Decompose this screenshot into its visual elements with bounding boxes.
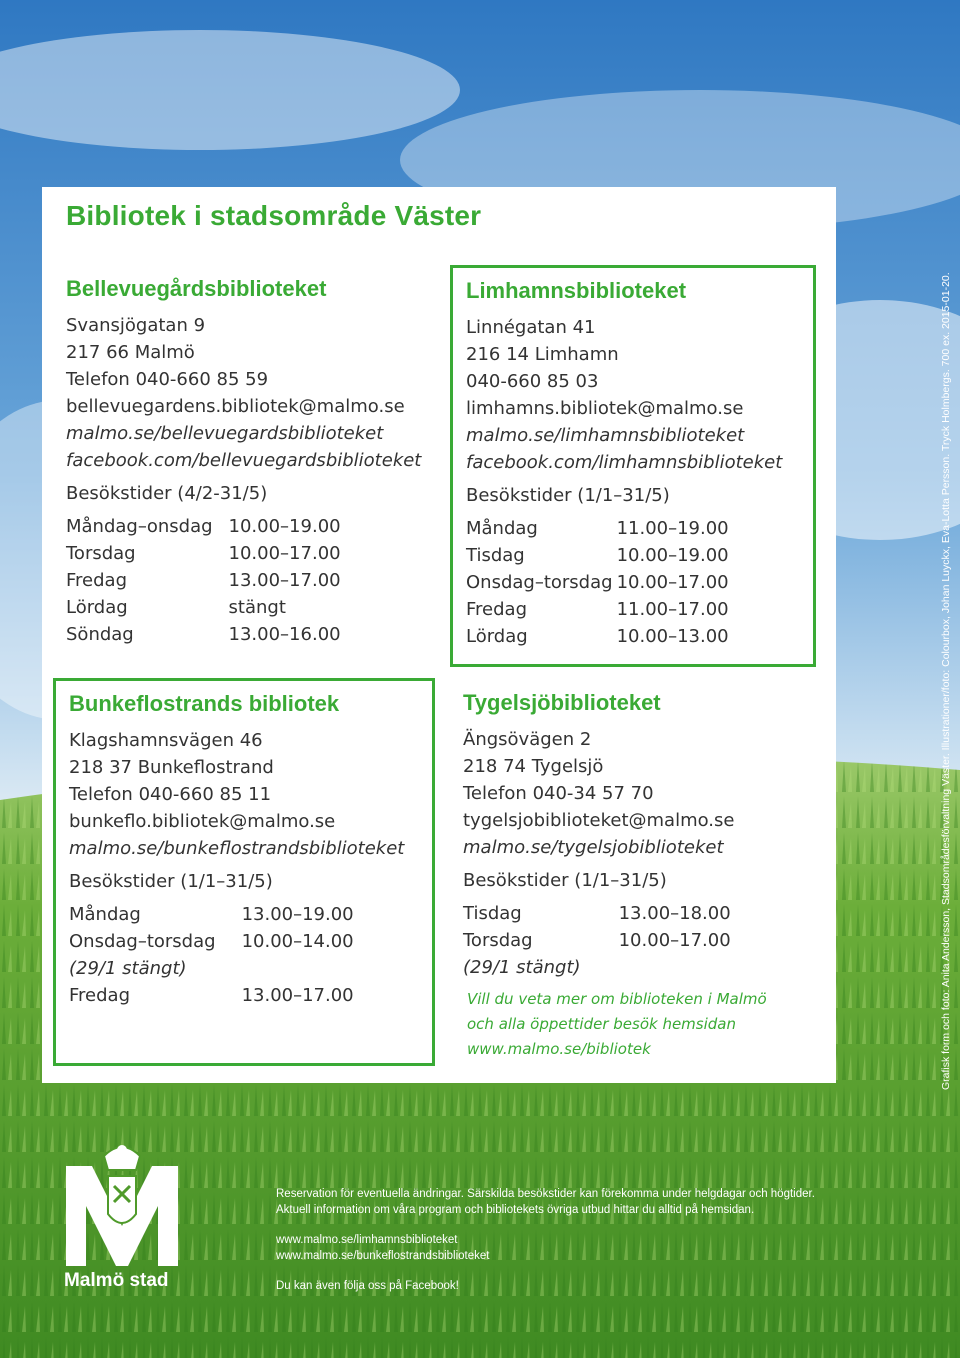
day: Lördag [466, 626, 528, 647]
hours-row [66, 621, 341, 648]
hours-heading: Besökstider (1/1–31/5) [466, 485, 670, 506]
promo-line: Vill du veta mer om biblioteken i Malmö [467, 990, 767, 1008]
time: 10.00–14.00 [241, 931, 354, 952]
day: Tisdag [466, 545, 525, 566]
hours-row [66, 594, 341, 621]
day: Söndag [66, 624, 134, 645]
hours-row [463, 900, 731, 927]
day: Onsdag–torsdag [466, 572, 613, 593]
phone: Telefon 040-34 57 70 [463, 783, 654, 804]
address-postal: 218 74 Tygelsjö [463, 756, 604, 777]
hours-heading: Besökstider (4/2-31/5) [66, 483, 268, 504]
time: 11.00–17.00 [616, 599, 729, 620]
day: Måndag [466, 518, 538, 539]
hours-table [69, 901, 354, 1009]
hours-row [66, 513, 341, 540]
day: Torsdag [66, 543, 136, 564]
time: 13.00–16.00 [228, 624, 341, 645]
day: Måndag–onsdag [66, 516, 213, 537]
address-street: Svansjögatan 9 [66, 315, 206, 336]
facebook-link[interactable]: facebook.com/limhamnsbiblioteket [466, 452, 783, 473]
hours-row [69, 982, 354, 1009]
day: Fredag [66, 570, 128, 591]
closed-note: (29/1 stängt) [463, 957, 581, 978]
hours-row [69, 928, 354, 955]
website-link[interactable]: malmo.se/bunkeflostrandsbiblioteket [69, 838, 405, 859]
email-link[interactable]: bunkeflo.bibliotek@malmo.se [69, 811, 336, 832]
library-bellevue [66, 276, 422, 648]
hours-row [466, 515, 729, 542]
hours-row [69, 901, 354, 928]
credit-text: Grafisk form och foto: Anita Andersson, Stadsområdesförvaltning Väster. Illustrationer/foto: Colourbox, Johan Luyckx, Eva-Lotta Persson. Tryck Holmbergs. 700 ex. 2015-01-20. [940, 272, 952, 1090]
footer-link[interactable]: www.malmo.se/bunkeflostrandsbiblioteket [276, 1250, 490, 1262]
hours-row [466, 623, 729, 650]
library-tygelsjo [463, 690, 803, 1062]
time: 13.00–17.00 [241, 985, 354, 1006]
promo-line: och alla öppettider besök hemsidan [467, 1015, 736, 1033]
time: 13.00–19.00 [241, 904, 354, 925]
time: 10.00–17.00 [228, 543, 341, 564]
hours-table [463, 900, 731, 981]
time: stängt [228, 597, 286, 618]
hours-note-row [69, 955, 354, 982]
address-street: Linnégatan 41 [466, 317, 596, 338]
time: 10.00–17.00 [616, 572, 729, 593]
website-link[interactable]: malmo.se/tygelsjobiblioteket [463, 837, 724, 858]
hours-row [466, 569, 729, 596]
day: Tisdag [463, 903, 522, 924]
address-street: Ängsövägen 2 [463, 729, 592, 750]
day: Fredag [69, 985, 131, 1006]
day: Måndag [69, 904, 141, 925]
library-name: Tygelsjöbiblioteket [463, 690, 661, 715]
hours-row [66, 567, 341, 594]
time: 11.00–19.00 [616, 518, 729, 539]
time: 10.00–13.00 [616, 626, 729, 647]
hours-heading: Besökstider (1/1–31/5) [69, 871, 273, 892]
website-link[interactable]: malmo.se/limhamnsbiblioteket [466, 425, 745, 446]
closed-note: (29/1 stängt) [69, 958, 187, 979]
library-name: Limhamnsbiblioteket [466, 278, 687, 303]
phone: 040-660 85 03 [466, 371, 599, 392]
footer-link[interactable]: www.malmo.se/limhamnsbiblioteket [276, 1234, 458, 1246]
address-postal: 217 66 Malmö [66, 342, 195, 363]
hours-row [463, 927, 731, 954]
library-name: Bunkeflostrands bibliotek [69, 691, 340, 716]
library-limhamn [450, 265, 816, 667]
email-link[interactable]: limhamns.bibliotek@malmo.se [466, 398, 744, 419]
time: 13.00–17.00 [228, 570, 341, 591]
email-link[interactable]: tygelsjobiblioteket@malmo.se [463, 810, 735, 831]
hours-row [466, 596, 729, 623]
hours-row [466, 542, 729, 569]
library-bunkeflo [53, 678, 435, 1066]
facebook-link[interactable]: facebook.com/bellevuegardsbiblioteket [66, 450, 422, 471]
footer-facebook: Du kan även följa oss på Facebook! [276, 1280, 459, 1292]
address-street: Klagshamnsvägen 46 [69, 730, 263, 751]
footer-disclaimer: Reservation för eventuella ändringar. Särskilda besökstider kan förekomma under helgdagar och högtider. [276, 1188, 815, 1200]
hours-heading: Besökstider (1/1–31/5) [463, 870, 667, 891]
footer [276, 1186, 815, 1294]
time: 10.00–19.00 [616, 545, 729, 566]
hours-row [66, 540, 341, 567]
time: 13.00–18.00 [618, 903, 731, 924]
day: Onsdag–torsdag [69, 931, 216, 952]
day: Torsdag [463, 930, 533, 951]
hours-table [66, 513, 341, 648]
hours-table [466, 515, 729, 650]
time: 10.00–17.00 [618, 930, 731, 951]
day: Fredag [466, 599, 528, 620]
promo-link[interactable]: www.malmo.se/bibliotek [467, 1040, 651, 1058]
footer-info: Aktuell information om våra program och bibliotekets övriga utbud hittar du alltid på hemsidan. [276, 1204, 755, 1216]
phone: Telefon 040-660 85 11 [69, 784, 272, 805]
promo-text [463, 987, 803, 1062]
logo-text: Malmö stad [64, 1270, 169, 1291]
phone: Telefon 040-660 85 59 [66, 369, 269, 390]
page-title: Bibliotek i stadsområde Väster [66, 200, 482, 231]
website-link[interactable]: malmo.se/bellevuegardsbiblioteket [66, 423, 384, 444]
address-postal: 218 37 Bunkeflostrand [69, 757, 274, 778]
day: Lördag [66, 597, 128, 618]
library-name: Bellevuegårdsbiblioteket [66, 276, 327, 301]
time: 10.00–19.00 [228, 516, 341, 537]
address-postal: 216 14 Limhamn [466, 344, 619, 365]
hours-note-row [463, 954, 731, 981]
email-link[interactable]: bellevuegardens.bibliotek@malmo.se [66, 396, 405, 417]
